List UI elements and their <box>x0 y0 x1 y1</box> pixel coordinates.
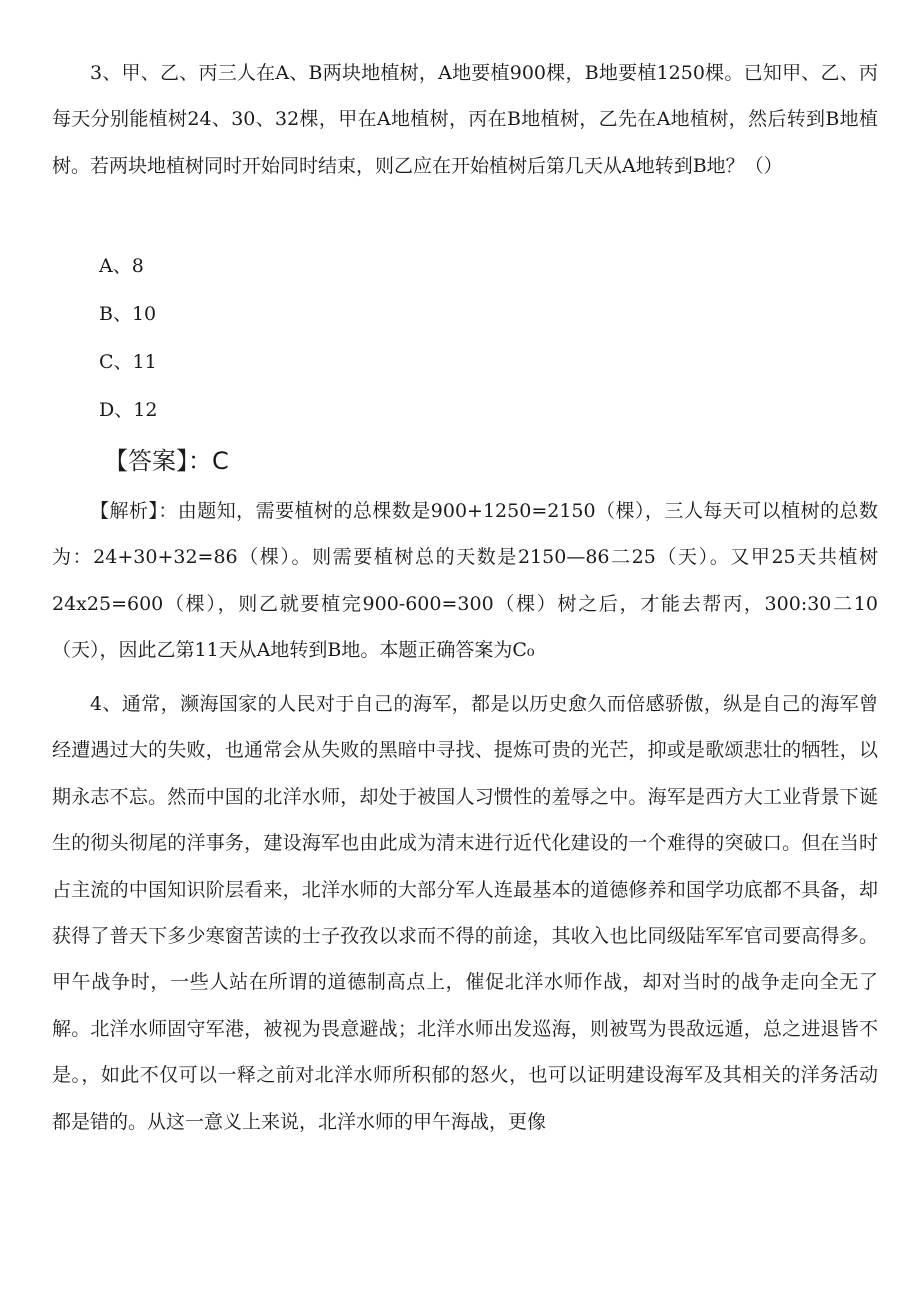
question-3-stem: 3、甲、乙、丙三人在A、B两块地植树，A地要植900棵，B地要植1250棵。已知甲、乙、丙每天分别能植树24、30、32棵，甲在A地植树，丙在B地植树，乙先在A地植树，然后转到B地植树。若两块地植树同时开始同时结束，则乙应在开始植树后第几天从A地转到B地？（） <box>52 62 878 177</box>
question-4-stem: 4、通常，濒海国家的人民对于自己的海军，都是以历史愈久而倍感骄傲，纵是自己的海军曾经遭遇过大的失败，也通常会从失败的黑暗中寻找、提炼可贵的光芒，抑或是歌颂悲壮的牺牲，以期永志不忘。然而中国的北洋水师，却处于被国人习惯性的羞辱之中。海军是西方大工业背景下诞生的彻头彻尾的洋事务，建设海军也由此成为清末进行近代化建设的一个难得的突破口。但在当时占主流的中国知识阶层看来，北洋水师的大部分军人连最基本的道德修养和国学功底都不具备，却获得了普天下多少寒窗苦读的士子孜孜以求而不得的前途，其收入也比同级陆军军官司要高得多。甲午战争时，一些人站在所谓的道德制高点上，催促北洋水师作战，却对当时的战争走向全无了解。北洋水师固守军港，被视为畏意避战；北洋水师出发巡海，则被骂为畏敌远遁，总之进退皆不是。，如此不仅可以一释之前对北洋水师所积郁的怒火，也可以证明建设海军及其相关的洋务活动都是错的。从这一意义上来说，北洋水师的甲午海战，更像 <box>52 693 878 1133</box>
analysis-paragraph: 【解析】：由题知，需要植树的总棵数是900+1250=2150（棵），三人每天可以植树的总数为：24+30+32=86（棵）。则需要植树总的天数是2150—86二25（天）。又甲25天共植树24x25=600（棵），则乙就要植完900-600=300（棵）树之后，才能去帮丙，300:30二10（天），因此乙第11天从A地转到B地。本题正确答案为C₀ <box>52 500 878 662</box>
option-b: B、10 <box>99 303 157 325</box>
answer-line: 【答案】：C <box>104 447 229 475</box>
option-c: C、11 <box>99 351 157 373</box>
option-d: D、12 <box>99 399 158 421</box>
option-a: A、8 <box>99 255 144 277</box>
